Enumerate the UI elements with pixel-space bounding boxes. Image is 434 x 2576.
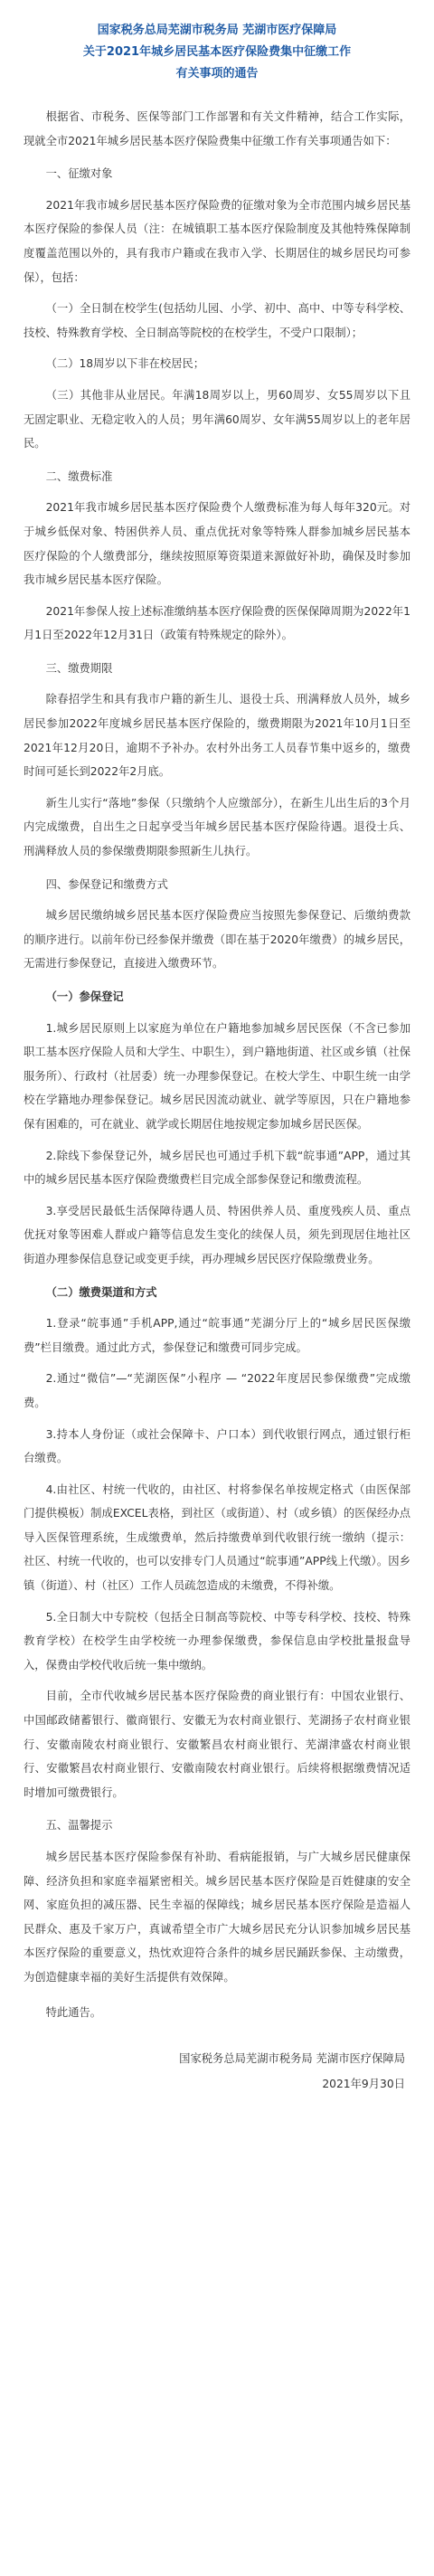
section-3-heading: 三、缴费期限 [45,661,113,675]
signature-date: 2021年9月30日 [322,2078,405,2091]
title-line-2: 关于2021年城乡居民基本医疗保险费集中征缴工作 [82,45,352,59]
payment-item-1: 1.登录“皖事通”手机APP,通过“皖事通”芜湖分厅上的“城乡居民医保缴费”栏目缴费。通过此方式，参保登记和缴费可同步完成。 [24,1317,410,1354]
section-2-paragraph-1: 2021年我市城乡居民基本医疗保险费个人缴费标准为每人每年320元。对于城乡低保对象、特困供养人员、重点优抚对象等特殊人群参加城乡居民基本医疗保险的个人缴费部分，继续按照原筹资渠道来源做好补助，确保及时参加我市城乡居民基本医疗保险。 [24,501,410,587]
notice-title [24,20,410,85]
title-line-1: 国家税务总局芜湖市税务局 芜湖市医疗保障局 [97,24,337,37]
section-4-heading: 四、参保登记和缴费方式 [45,877,168,891]
section-2-heading: 二、缴费标准 [45,469,113,483]
payment-item-4: 4.由社区、村统一代收的，由社区、村将参保名单按规定格式（由医保部门提供模板）制成EXCEL表格，到社区（或街道）、村（或乡镇）的医保经办点导入医保管理系统，生成缴费单，然后持缴费单到代收银行统一缴纳（提示：社区、村统一代收的，也可以安排专门人员通过“皖事通”APP线上代缴）。因乡镇（街道）、村（社区）工作人员疏忽造成的未缴费，不得补缴。 [24,1482,410,1593]
section-1-item-3: （三）其他非从业居民。年满18周岁以上，男60周岁、女55周岁以下且无固定职业、无稳定收入的人员；男年满60周岁、女年满55周岁以上的老年居民。 [24,388,410,450]
payment-item-2: 2.通过“微信”—“芜湖医保”小程序 — “2022年度居民参保缴费”完成缴费。 [24,1372,410,1409]
section-1-item-2: （二）18周岁以下非在校居民； [45,357,205,371]
subsection-registration-heading: （一）参保登记 [45,990,124,1003]
section-3-paragraph-1: 除春招学生和具有我市户籍的新生儿、退役士兵、刑满释放人员外，城乡居民参加2022年度城乡居民基本医疗保险的，缴费期限为2021年10月1日至2021年12月20日，逾期不予补办。农村外出务工人员春节集中返乡的，缴费时间可延长到2022年2月底。 [24,693,410,779]
section-1-item-1: （一）全日制在校学生(包括幼儿园、小学、初中、高中、中等专科学校、技校、特殊教育学校、全日制高等院校的在校学生，不受户口限制）； [24,302,410,339]
payment-banks-paragraph: 目前，全市代收城乡居民基本医疗保险费的商业银行有：中国农业银行、中国邮政储蓄银行、徽商银行、安徽无为农村商业银行、芜湖扬子农村商业银行、安徽南陵农村商业银行、安徽繁昌农村商业银行、芜湖津盛农村商业银行、安徽繁昌农村商业银行、安徽南陵农村商业银行。后续将根据缴费情况适时增加可缴费银行。 [24,1690,410,1799]
subsection-payment-heading: （二）缴费渠道和方式 [45,1285,157,1299]
signature-org: 国家税务总局芜湖市税务局 芜湖市医疗保障局 [179,2052,405,2066]
registration-item-2: 2.除线下参保登记外，城乡居民也可通过手机下载“皖事通”APP，通过其中的城乡居民基本医疗保险费缴费栏目完成全部参保登记和缴费流程。 [24,1149,410,1187]
registration-item-3: 3.享受居民最低生活保障待遇人员、特困供养人员、重度残疾人员、重点优抚对象等困难人群或户籍等信息发生变化的续保人员，须先到现居住地社区街道办理参保信息登记或变更手续，再办理城乡居民医疗保险缴费业务。 [24,1204,410,1265]
section-3-paragraph-2: 新生儿实行“落地”参保（只缴纳个人应缴部分），在新生儿出生后的3个月内完成缴费，自出生之日起享受当年城乡居民基本医疗保险待遇。退役士兵、刑满释放人员的参保缴费期限参照新生儿执行。 [24,796,410,858]
section-1-heading: 一、征缴对象 [45,167,113,181]
section-1-paragraph: 2021年我市城乡居民基本医疗保险费的征缴对象为全市范围内城乡居民基本医疗保险的参保人员（注：在城镇职工基本医疗保险制度及其他特殊保障制度覆盖范围以外的，具有我市户籍或在我市入学、长期居住的城乡居民均可参保），包括： [24,198,410,284]
payment-item-3: 3.持本人身份证（或社会保障卡、户口本）到代收银行网点，通过银行柜台缴费。 [24,1427,410,1465]
intro-paragraph: 根据省、市税务、医保等部门工作部署和有关文件精神，结合工作实际，现就全市2021年城乡居民基本医疗保险费集中征缴工作有关事项通告如下： [24,110,410,147]
section-5-paragraph: 城乡居民基本医疗保险参保有补助、看病能报销，与广大城乡居民健康保障、经济负担和家庭幸福紧密相关。城乡居民基本医疗保险是百姓健康的安全网、家庭负担的减压器、民生幸福的保障线；城乡居民基本医疗保险是造福人民群众、惠及千家万户，真诚希望全市广大城乡居民充分认识参加城乡居民基本医疗保险的重要意义，热忱欢迎符合条件的城乡居民踊跃参保、主动缴费，为创造健康幸福的美好生活提供有效保障。 [24,1851,410,1984]
registration-item-1: 1.城乡居民原则上以家庭为单位在户籍地参加城乡居民医保（不含已参加职工基本医疗保险人员和大学生、中职生），到户籍地街道、社区或乡镇（社保服务所）、行政村（社居委）统一办理参保登记。在校大学生、中职生统一由学校在学籍地办理参保登记。城乡居民因流动就业、就学等原因，只在户籍地参保有困难的，可在就业、就学或长期居住地按规定参加城乡居民医保。 [24,1021,410,1131]
payment-item-5: 5.全日制大中专院校（包括全日制高等院校、中等专科学校、技校、特殊教育学校）在校学生由学校统一办理参保缴费，参保信息由学校批量报盘导入，保费由学校代收后统一集中缴纳。 [24,1610,410,1672]
section-5-heading: 五、温馨提示 [45,1819,113,1833]
closing-text: 特此通告。 [45,2005,102,2019]
title-line-3: 有关事项的通告 [175,67,259,80]
section-2-paragraph-2: 2021年参保人按上述标准缴纳基本医疗保险费的医保保障周期为2022年1月1日至2022年12月31日（政策有特殊规定的除外）。 [24,604,410,642]
section-4-paragraph: 城乡居民缴纳城乡居民基本医疗保险费应当按照先参保登记、后缴纳费款的顺序进行。以前年份已经参保并缴费（即在基于2020年缴费）的城乡居民，无需进行参保登记，直接进入缴费环节。 [24,909,410,971]
